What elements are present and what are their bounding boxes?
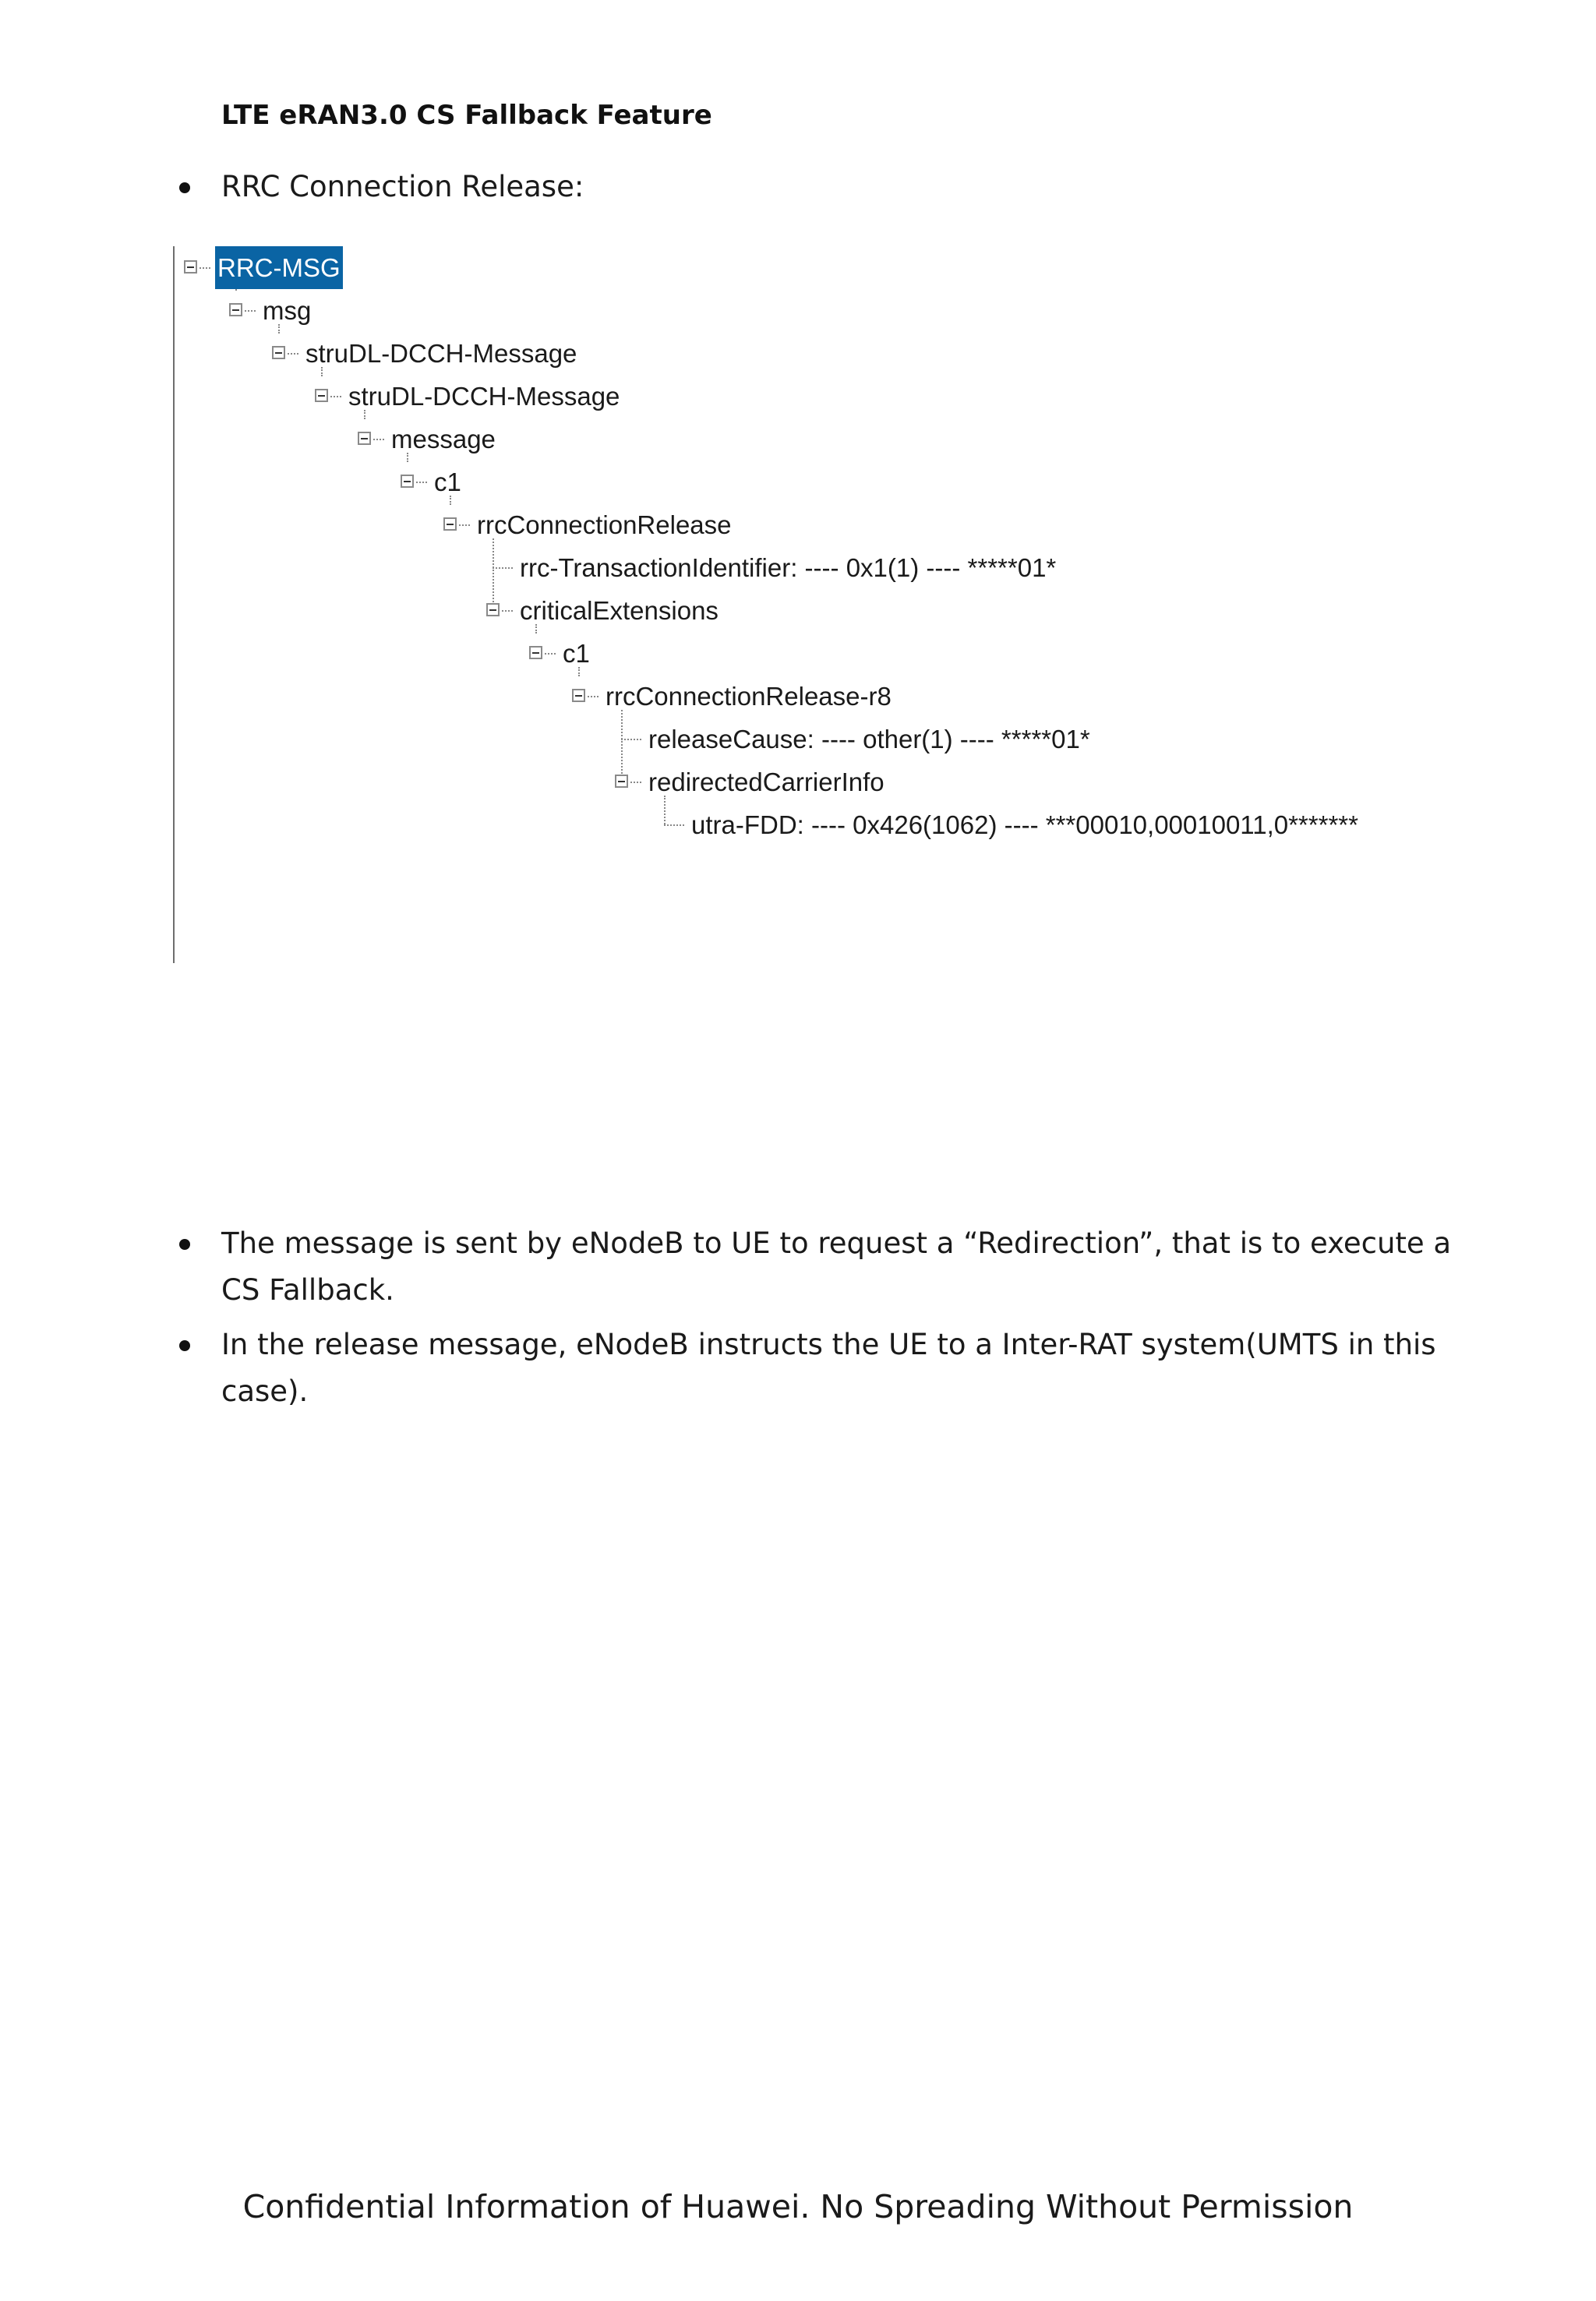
bullet-item [179,1220,1457,1314]
page-footer: Confidential Information of Huawei. No Spreading Without Permission [242,2188,1354,2225]
tree-node-message[interactable] [389,418,498,461]
panel-border [173,246,175,963]
tree-connector [664,824,684,827]
tree-node-c1-inner[interactable] [560,632,592,675]
tree-node-label: releaseCause: ---- other(1) ---- *****01* [648,725,1090,753]
tree-connector [330,396,341,398]
tree-connector [588,696,598,698]
tree-node-redirectedcarrierinfo[interactable] [646,761,887,803]
tree-connector [621,739,641,741]
collapse-icon[interactable] [529,646,542,659]
bullet-text: The message is sent by eNodeB to UE to request a “Redirection”, that is to execute a CS Fallback. [221,1226,1452,1307]
tree-node-strudl-dcch-message[interactable] [303,332,579,375]
collapse-icon[interactable] [486,603,500,616]
tree-connector [416,482,427,484]
tree-node-label: c1 [563,639,590,668]
tree-node-label: RRC-MSG [215,246,343,289]
tree-connector [288,353,298,355]
tree-node-rrcconnectionrelease[interactable] [475,503,734,546]
collapse-icon[interactable] [358,432,371,445]
tree-connector [502,610,513,612]
bullet-item [179,1322,1457,1415]
tree-node-criticalextensions[interactable] [517,589,721,632]
tree-node-label: struDL-DCCH-Message [305,339,577,368]
tree-node-strudl-dcch-message-inner[interactable] [346,375,622,418]
tree-node-label: struDL-DCCH-Message [348,382,620,411]
tree-node-label: rrcConnectionRelease [477,510,732,539]
tree-node-c1[interactable] [432,461,464,503]
collapse-icon[interactable] [315,389,328,402]
tree-node-label: message [391,425,496,453]
collapse-icon[interactable] [443,517,457,531]
tree-connector [630,782,641,784]
tree-node-utra-fdd[interactable] [689,803,1361,846]
tree-node-label: c1 [434,468,461,496]
tree-node-rrc-msg[interactable] [215,246,343,289]
bullet-item [179,164,1457,210]
tree-connector [459,524,470,527]
message-tree-panel [173,246,1404,963]
collapse-icon[interactable] [401,475,414,488]
bullet-text: RRC Connection Release: [221,170,584,203]
bullet-dot-icon [179,182,190,193]
tree-node-label: rrc-TransactionIdentifier: ---- 0x1(1) ---- *****01* [520,553,1057,582]
page-header-title: LTE eRAN3.0 CS Fallback Feature [221,100,712,131]
tree-node-label: criticalExtensions [520,596,719,625]
tree-node-releasecause[interactable] [646,718,1093,761]
tree-connector [373,439,384,441]
bullet-dot-icon [179,1239,190,1250]
tree-connector [200,267,210,270]
tree-connector [621,710,623,774]
tree-node-label: utra-FDD: ---- 0x426(1062) ---- ***00010,00010011,0******* [691,810,1358,839]
collapse-icon[interactable] [272,346,285,359]
tree-connector [545,653,556,655]
tree-node-label: redirectedCarrierInfo [648,768,885,796]
collapse-icon[interactable] [184,260,197,274]
tree-node-msg[interactable] [260,289,313,332]
tree-node-rrcconnectionrelease-r8[interactable] [603,675,894,718]
collapse-icon[interactable] [229,303,242,316]
tree-node-label: rrcConnectionRelease-r8 [606,682,892,711]
tree-connector [493,567,513,570]
collapse-icon[interactable] [615,775,628,788]
tree-node-rrc-transactionidentifier[interactable] [517,546,1058,589]
collapse-icon[interactable] [572,689,585,702]
tree-node-label: msg [263,296,312,325]
tree-connector [493,538,495,602]
bullet-text: In the release message, eNodeB instructs the UE to a Inter-RAT system(UMTS in this case). [221,1328,1436,1408]
tree-connector [245,310,256,312]
bullet-dot-icon [179,1340,190,1351]
